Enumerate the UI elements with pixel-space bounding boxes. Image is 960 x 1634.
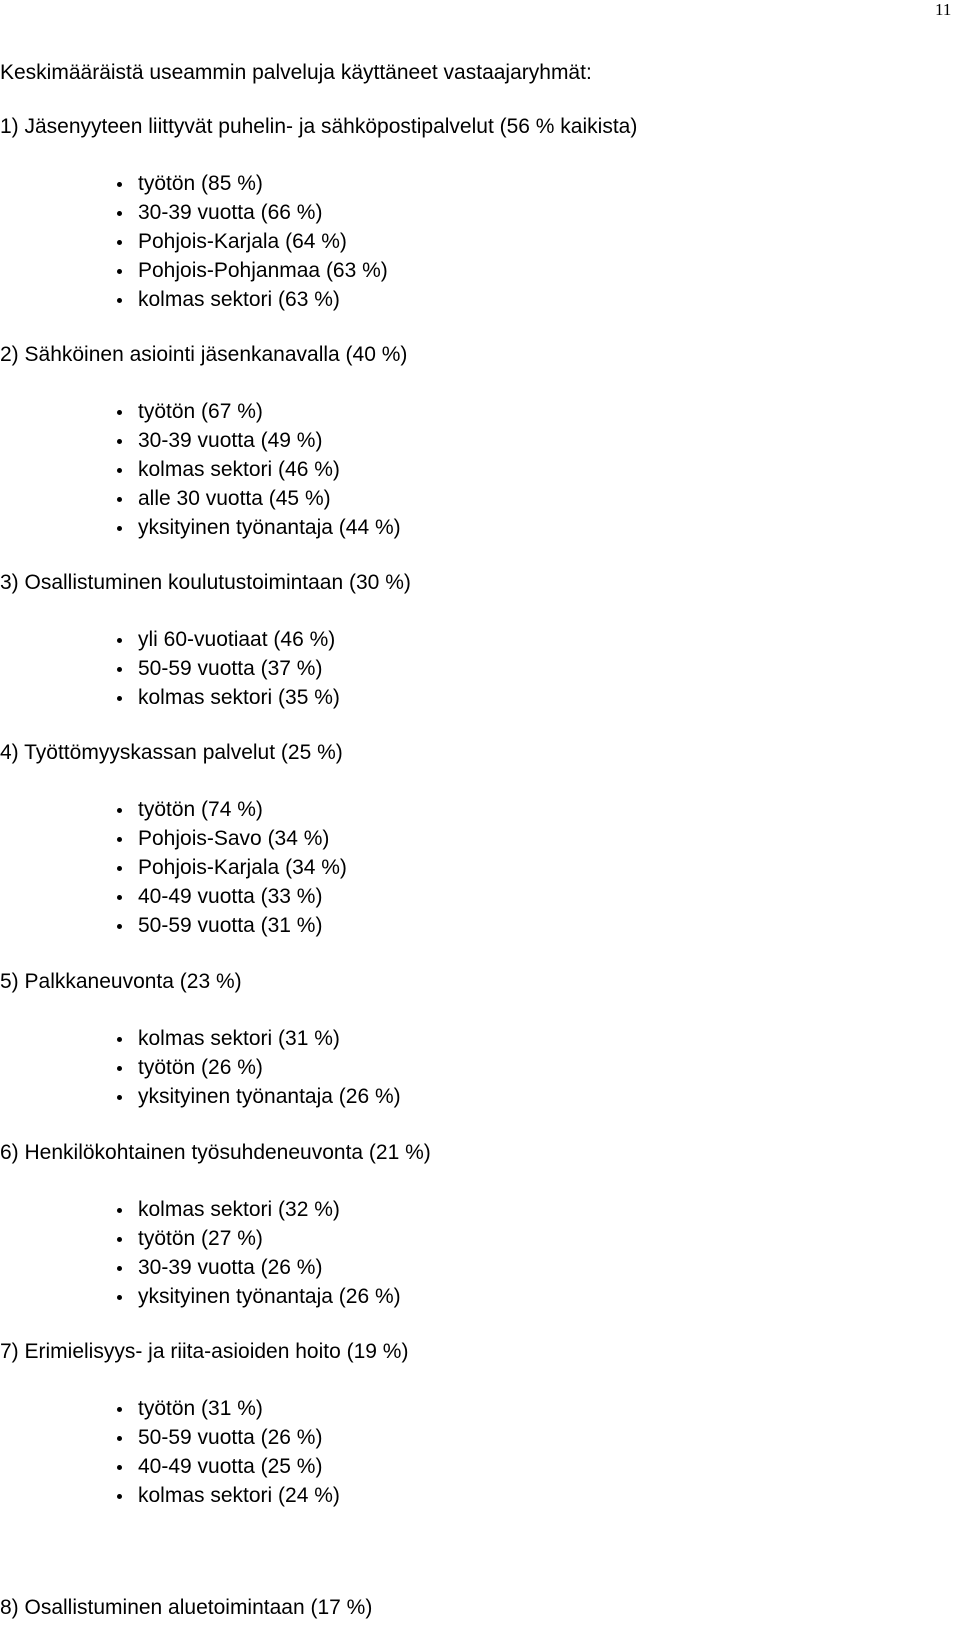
- section-heading: 4) Työttömyyskassan palvelut (25 %): [0, 741, 343, 764]
- list-item-text: Pohjois-Karjala (64 %): [138, 230, 347, 253]
- list-item: [0, 198, 940, 227]
- bullet-list: [0, 1394, 940, 1510]
- bullet-icon: [117, 1066, 122, 1071]
- bullet-icon: [117, 298, 122, 303]
- list-item: [0, 455, 940, 484]
- bullet-icon: [117, 924, 122, 929]
- bullet-icon: [117, 439, 122, 444]
- section-4: [0, 738, 940, 940]
- list-item: [0, 654, 940, 683]
- section-heading: 6) Henkilökohtainen työsuhdeneuvonta (21 %): [0, 1141, 431, 1164]
- bullet-icon: [117, 808, 122, 813]
- list-item: [0, 625, 940, 654]
- bullet-icon: [117, 638, 122, 643]
- list-item: [0, 1423, 940, 1452]
- list-item-text: alle 30 vuotta (45 %): [138, 487, 331, 510]
- bullet-icon: [117, 240, 122, 245]
- list-item: [0, 683, 940, 712]
- list-item: [0, 256, 940, 285]
- list-item-text: työtön (31 %): [138, 1397, 263, 1420]
- bullet-icon: [117, 895, 122, 900]
- list-item-text: työtön (27 %): [138, 1227, 263, 1250]
- bullet-icon: [117, 1095, 122, 1100]
- bullet-icon: [117, 1037, 122, 1042]
- list-item: [0, 513, 940, 542]
- list-item: [0, 1195, 940, 1224]
- list-item-text: yksityinen työnantaja (44 %): [138, 516, 401, 539]
- bullet-list: [0, 795, 940, 940]
- bullet-icon: [117, 1494, 122, 1499]
- bullet-icon: [117, 1407, 122, 1412]
- list-item: [0, 1282, 940, 1311]
- bullet-icon: [117, 526, 122, 531]
- list-item: [0, 169, 940, 198]
- bullet-icon: [117, 211, 122, 216]
- list-item-text: työtön (67 %): [138, 400, 263, 423]
- list-item-text: 30-39 vuotta (26 %): [138, 1256, 323, 1279]
- section-heading: 8) Osallistuminen aluetoimintaan (17 %): [0, 1596, 373, 1619]
- section-heading: 2) Sähköinen asiointi jäsenkanavalla (40 %): [0, 343, 408, 366]
- section-7: [0, 1337, 940, 1510]
- list-item-text: Pohjois-Pohjanmaa (63 %): [138, 259, 388, 282]
- list-item: [0, 1024, 940, 1053]
- list-item-text: kolmas sektori (24 %): [138, 1484, 340, 1507]
- bullet-list: [0, 169, 940, 314]
- list-item: [0, 853, 940, 882]
- section-heading: 1) Jäsenyyteen liittyvät puhelin- ja sähköpostipalvelut (56 % kaikista): [0, 115, 638, 138]
- list-item-text: 30-39 vuotta (66 %): [138, 201, 323, 224]
- section-heading: 3) Osallistuminen koulutustoimintaan (30 %): [0, 571, 411, 594]
- section-5: [0, 967, 940, 1111]
- page-number: 11: [935, 0, 952, 19]
- bullet-icon: [117, 667, 122, 672]
- list-item: [0, 426, 940, 455]
- list-item: [0, 484, 940, 513]
- list-item: [0, 397, 940, 426]
- list-item-text: 40-49 vuotta (33 %): [138, 885, 323, 908]
- section-heading: 7) Erimielisyys- ja riita-asioiden hoito (19 %): [0, 1340, 409, 1363]
- bullet-icon: [117, 410, 122, 415]
- list-item-text: 50-59 vuotta (26 %): [138, 1426, 323, 1449]
- list-item-text: 40-49 vuotta (25 %): [138, 1455, 323, 1478]
- list-item: [0, 1394, 940, 1423]
- section-6: [0, 1138, 940, 1311]
- list-item: [0, 1253, 940, 1282]
- bullet-icon: [117, 269, 122, 274]
- section-8: [0, 1593, 940, 1623]
- bullet-icon: [117, 1295, 122, 1300]
- list-item: [0, 882, 940, 911]
- bullet-icon: [117, 696, 122, 701]
- list-item-text: työtön (74 %): [138, 798, 263, 821]
- list-item: [0, 1224, 940, 1253]
- list-item-text: kolmas sektori (63 %): [138, 288, 340, 311]
- list-item: [0, 824, 940, 853]
- bullet-icon: [117, 1237, 122, 1242]
- list-item-text: Pohjois-Karjala (34 %): [138, 856, 347, 879]
- bullet-icon: [117, 1465, 122, 1470]
- intro-heading: Keskimääräistä useammin palveluja käyttäneet vastaajaryhmät:: [0, 61, 592, 84]
- section-2: [0, 340, 940, 542]
- bullet-list: [0, 397, 940, 542]
- bullet-icon: [117, 866, 122, 871]
- bullet-icon: [117, 837, 122, 842]
- list-item-text: kolmas sektori (46 %): [138, 458, 340, 481]
- bullet-list: [0, 1195, 940, 1311]
- bullet-list: [0, 625, 940, 712]
- list-item-text: kolmas sektori (32 %): [138, 1198, 340, 1221]
- section-1: [0, 112, 940, 314]
- list-item: [0, 1053, 940, 1082]
- section-heading: 5) Palkkaneuvonta (23 %): [0, 970, 242, 993]
- list-item: [0, 1452, 940, 1481]
- bullet-icon: [117, 1266, 122, 1271]
- bullet-icon: [117, 1208, 122, 1213]
- bullet-icon: [117, 182, 122, 187]
- list-item-text: 50-59 vuotta (37 %): [138, 657, 323, 680]
- list-item: [0, 795, 940, 824]
- bullet-icon: [117, 497, 122, 502]
- list-item-text: työtön (85 %): [138, 172, 263, 195]
- section-3: [0, 568, 940, 712]
- list-item-text: yksityinen työnantaja (26 %): [138, 1085, 401, 1108]
- list-item: [0, 1082, 940, 1111]
- list-item-text: Pohjois-Savo (34 %): [138, 827, 330, 850]
- list-item-text: työtön (26 %): [138, 1056, 263, 1079]
- list-item-text: 50-59 vuotta (31 %): [138, 914, 323, 937]
- list-item-text: kolmas sektori (35 %): [138, 686, 340, 709]
- list-item: [0, 227, 940, 256]
- list-item-text: yksityinen työnantaja (26 %): [138, 1285, 401, 1308]
- list-item: [0, 285, 940, 314]
- list-item: [0, 911, 940, 940]
- bullet-list: [0, 1024, 940, 1111]
- list-item-text: 30-39 vuotta (49 %): [138, 429, 323, 452]
- list-item-text: yli 60-vuotiaat (46 %): [138, 628, 336, 651]
- bullet-icon: [117, 1436, 122, 1441]
- list-item: [0, 1481, 940, 1510]
- list-item-text: kolmas sektori (31 %): [138, 1027, 340, 1050]
- bullet-icon: [117, 468, 122, 473]
